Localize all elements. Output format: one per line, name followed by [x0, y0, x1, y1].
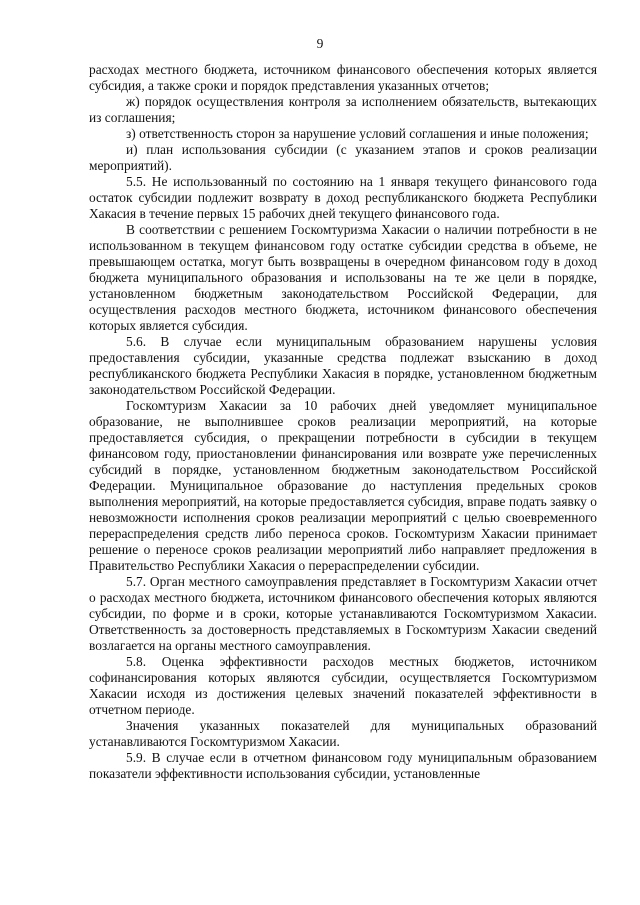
- paragraph-indicator-values: Значения указанных показателей для муниципальных образований устанавливаются Госкомтуризмом Хакасии.: [89, 718, 597, 749]
- paragraph-notification: Госкомтуризм Хакасии за 10 рабочих дней уведомляет муниципальное образование, не выполнившее сроков реализации мероприятий, на которые предоставляется субсидия, о прекращении потребности в субсидии в текущем финансовом году, приостановлении финансирования или возврате уже перечисленных субсидий в порядке, установленном бюджетным законодательством Российской Федерации. Муниципальное образование до наступления предельных сроков выполнения мероприятий, на которые предоставляется субсидия, вправе подать заявку о невозможности исполнения сроков реализации мероприятий с целью своевременного перераспределения средств либо переноса сроков. Госкомтуризм Хакасии принимает решение о переносе сроков реализации мероприятий либо направляет предложения в Правительство Республики Хакасия о перераспределении субсидии.: [89, 398, 597, 573]
- paragraph-5-5: 5.5. Не использованный по состоянию на 1 января текущего финансового года остаток субсидии подлежит возврату в доход республиканского бюджета Республики Хакасия в течение первых 15 рабочих дней текущего финансового года.: [89, 174, 597, 221]
- paragraph-continuation: расходах местного бюджета, источником финансового обеспечения которых является субсидия, а также сроки и порядок представления указанных отчетов;: [89, 62, 597, 93]
- paragraph-return-decision: В соответствии с решением Госкомтуризма Хакасии о наличии потребности в не использованном в текущем финансовом году остатке субсидии средства в объеме, не превышающем остатка, могут быть возвращены в очередном финансовом году в доход бюджета муниципального образования и использованы на те же цели в порядке, установленном бюджетным законодательством Российской Федерации, для осуществления расходов местного бюджета, источником финансового обеспечения которых является субсидия.: [89, 222, 597, 333]
- document-body: [89, 62, 597, 782]
- paragraph-5-6: 5.6. В случае если муниципальным образованием нарушены условия предоставления субсидии, указанные средства подлежат взысканию в доход республиканского бюджета Республики Хакасия в порядке, установленном бюджетным законодательством Российской Федерации.: [89, 334, 597, 397]
- paragraph-5-7: 5.7. Орган местного самоуправления представляет в Госкомтуризм Хакасии отчет о расходах местного бюджета, источником финансового обеспечения которых являются субсидии, по форме и в сроки, которые устанавливаются Госкомтуризмом Хакасии. Ответственность за достоверность представляемых в Госкомтуризм Хакасии сведений возлагается на органы местного самоуправления.: [89, 574, 597, 653]
- paragraph-item-zh: ж) порядок осуществления контроля за исполнением обязательств, вытекающих из соглашения;: [89, 94, 597, 125]
- paragraph-5-9: 5.9. В случае если в отчетном финансовом году муниципальным образованием показатели эффективности использования субсидии, установленные: [89, 750, 597, 781]
- page-number: 9: [316, 36, 324, 51]
- paragraph-item-z: з) ответственность сторон за нарушение условий соглашения и иные положения;: [126, 126, 589, 141]
- paragraph-5-8: 5.8. Оценка эффективности расходов местных бюджетов, источником софинансирования которых являются субсидии, осуществляется Госкомтуризмом Хакасии исходя из достижения целевых значений показателей эффективности в отчетном периоде.: [89, 654, 597, 717]
- paragraph-item-i: и) план использования субсидии (с указанием этапов и сроков реализации мероприятий).: [89, 142, 597, 173]
